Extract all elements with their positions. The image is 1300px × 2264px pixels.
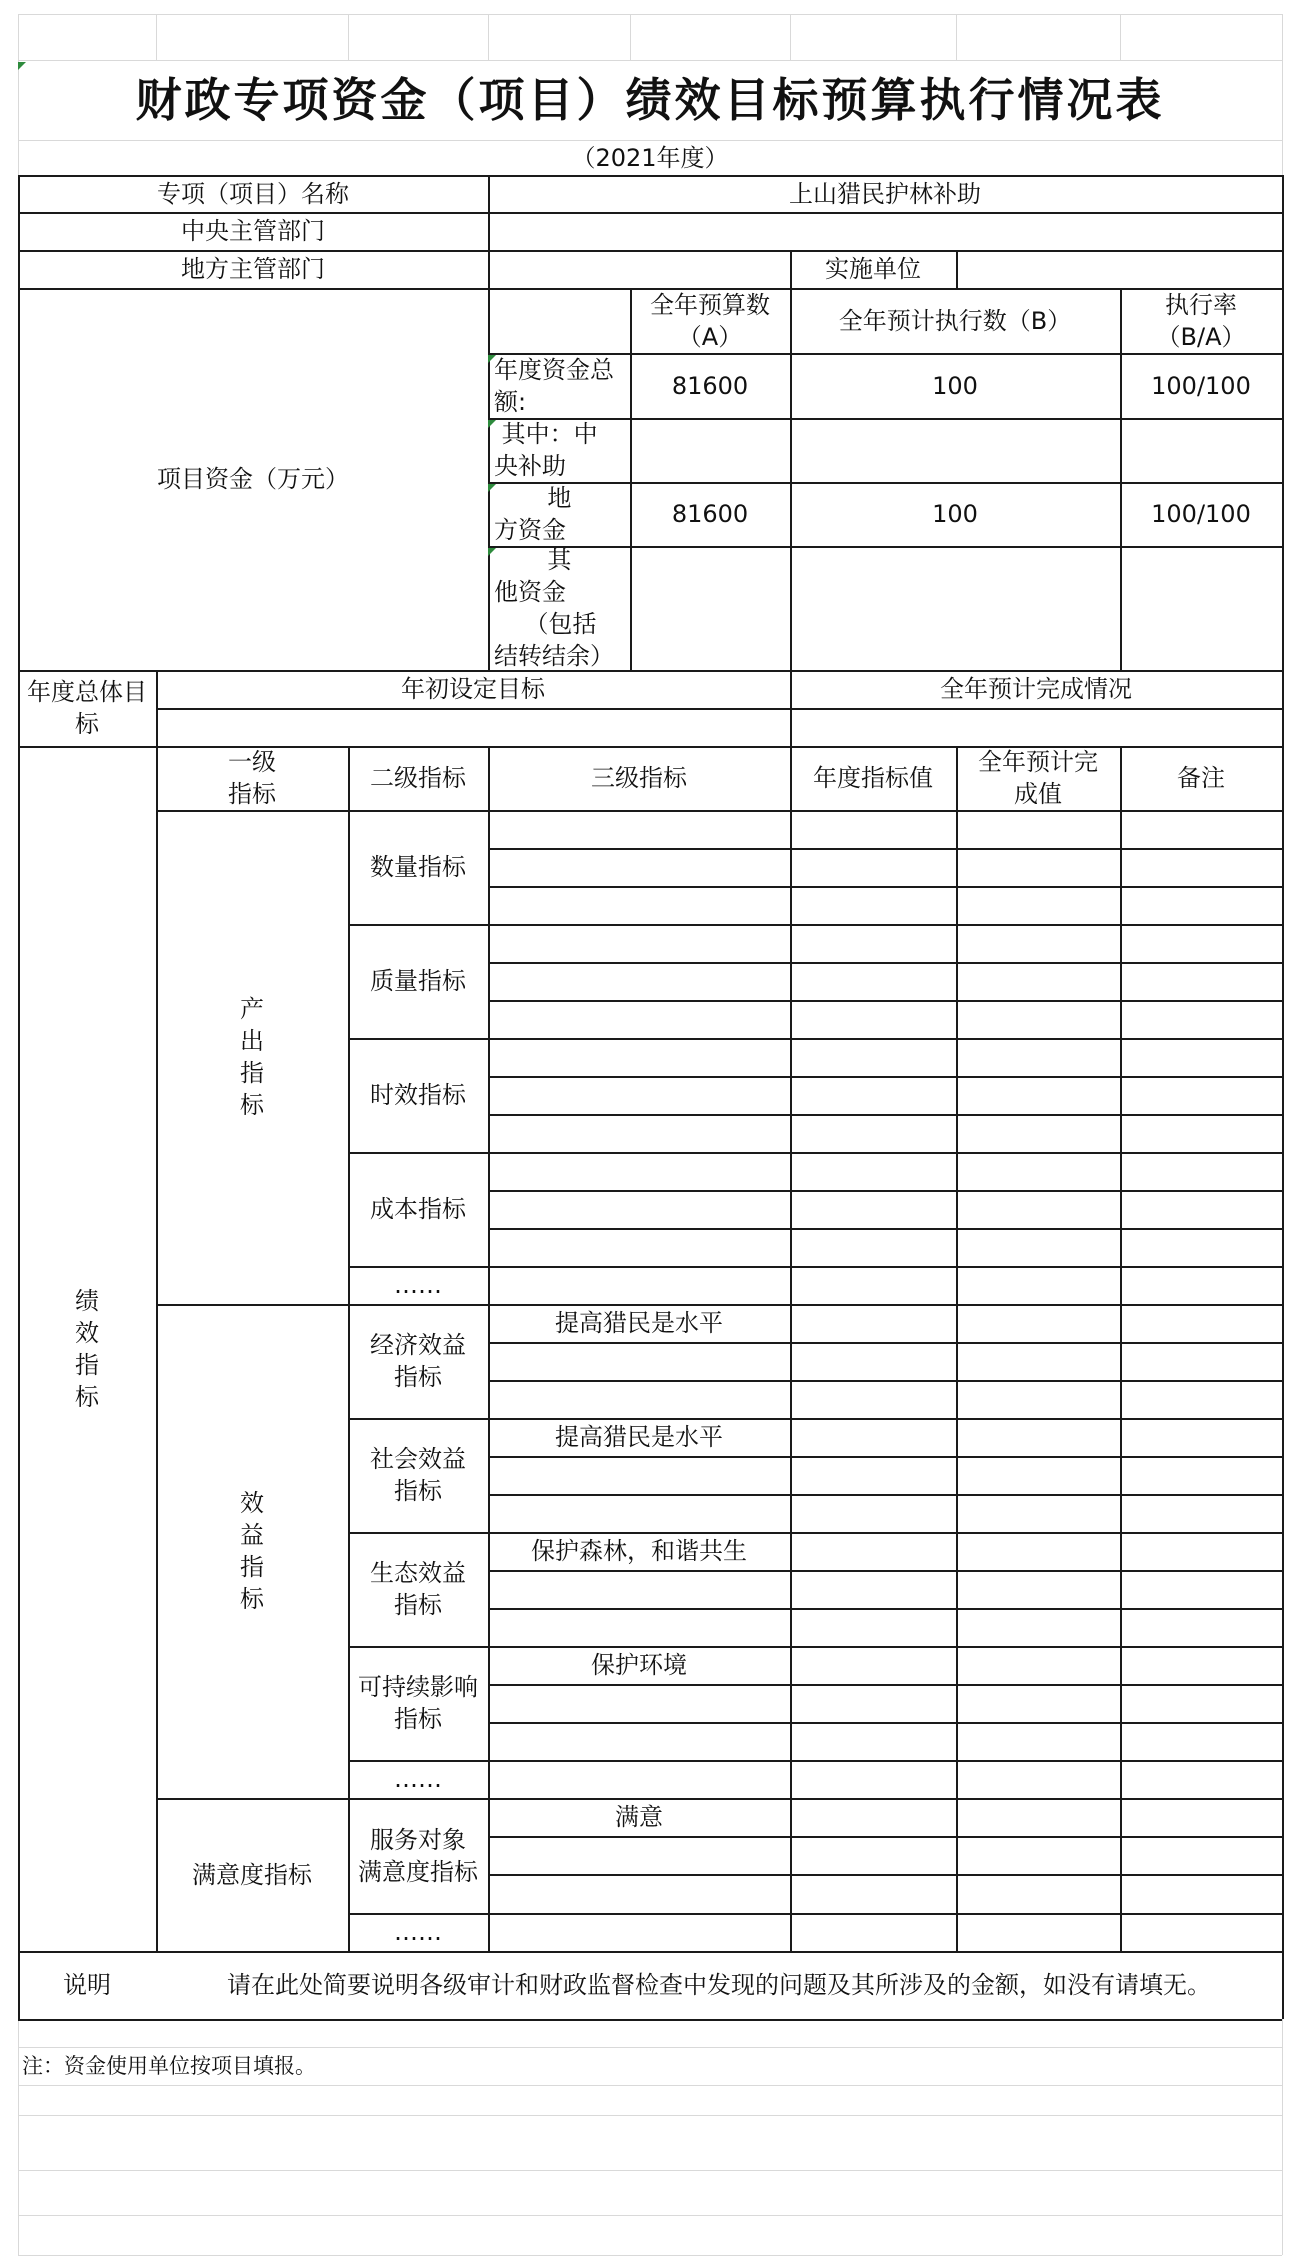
social-indicator: 社会效益 指标 (370, 1445, 466, 1505)
table-border (488, 886, 1282, 888)
sheet-gridline (630, 14, 631, 60)
table-border (488, 1380, 1282, 1382)
sheet-gridline (18, 2115, 1282, 2116)
funds-row-local-budget[interactable]: 81600 (671, 500, 749, 528)
table-border (488, 1456, 1282, 1458)
sheet-gridline (18, 2255, 1282, 2256)
sheet-gridline (156, 14, 157, 60)
quantity-indicator: 数量指标 (370, 853, 466, 881)
funds-row-central-budget[interactable] (630, 418, 790, 482)
sheet-gridline (1282, 14, 1283, 60)
funds-row-total-exec[interactable]: 100 (932, 371, 978, 400)
ecological-indicator: 生态效益 指标 (370, 1559, 466, 1619)
sheet-gridline (1282, 60, 1283, 175)
funds-row-local-rate[interactable]: 100/100 (1151, 500, 1251, 528)
funds-row-central-exec[interactable] (790, 418, 1120, 482)
table-border (488, 1000, 1282, 1002)
sheet-gridline (790, 14, 791, 60)
table-border (348, 1266, 1282, 1268)
table-border (488, 1190, 1282, 1192)
local-dept-value[interactable] (488, 250, 790, 288)
impl-unit-label: 实施单位 (825, 255, 921, 283)
satisfaction-indicators-label: 满意度指标 (192, 1860, 312, 1889)
table-border (348, 1038, 1282, 1040)
sustainable-l3[interactable]: 保护环境 (591, 1651, 687, 1679)
completion-value[interactable] (790, 708, 1282, 746)
sheet-gridline (348, 14, 349, 60)
comment-marker (488, 484, 496, 492)
funds-row-central-rate[interactable] (1120, 418, 1282, 482)
annual-goal-label: 年度总体目 标 (27, 678, 147, 738)
table-border (488, 746, 490, 1951)
economic-indicator: 经济效益 指标 (370, 1331, 466, 1391)
footnote: 注：资金使用单位按项目填报。 (22, 2054, 316, 2078)
funds-row-other-exec[interactable] (790, 546, 1120, 670)
funds-row-local-label: 地 方资金 (494, 484, 572, 544)
service-l3[interactable]: 满意 (615, 1803, 663, 1831)
col-level3: 三级指标 (591, 764, 687, 792)
table-border (488, 1684, 1282, 1686)
comment-marker (488, 420, 496, 428)
table-border (348, 1152, 1282, 1154)
table-border (488, 1874, 1282, 1876)
col-level2: 二级指标 (370, 764, 466, 792)
central-dept-label: 中央主管部门 (181, 217, 325, 245)
sheet-gridline (18, 2170, 1282, 2171)
col-level1: 一级 指标 (228, 748, 276, 808)
completion-header: 全年预计完成情况 (940, 675, 1132, 703)
col-note: 备注 (1177, 764, 1225, 792)
funds-row-total-budget[interactable]: 81600 (671, 371, 749, 400)
sustainable-indicator: 可持续影响 指标 (358, 1673, 478, 1733)
central-dept-value[interactable] (488, 212, 1282, 250)
table-border (488, 1722, 1282, 1724)
social-l3[interactable]: 提高猎民是水平 (555, 1423, 723, 1451)
table-border (488, 1228, 1282, 1230)
col-rate: 执行率 （B/A） (1156, 290, 1246, 351)
ecological-l3[interactable]: 保护森林，和谐共生 (531, 1537, 747, 1565)
col-completion: 全年预计完 成值 (978, 748, 1098, 808)
initial-goal-header: 年初设定目标 (401, 675, 545, 703)
table-border (488, 1570, 1282, 1572)
table-border (1282, 175, 1284, 2019)
project-name-label: 专项（项目）名称 (157, 179, 349, 208)
local-dept-label: 地方主管部门 (181, 255, 325, 283)
table-border (488, 1494, 1282, 1496)
table-border (348, 1913, 1282, 1915)
project-name-value[interactable]: 上山猎民护林补助 (789, 179, 981, 208)
sheet-gridline (956, 14, 957, 60)
table-border (488, 1114, 1282, 1116)
service-satisfaction-indicator: 服务对象 满意度指标 (358, 1825, 478, 1886)
table-border (790, 746, 792, 1951)
quality-indicator: 质量指标 (370, 967, 466, 995)
benefit-indicators-label: 效 益 指 标 (240, 1489, 264, 1613)
timeliness-indicator: 时效指标 (370, 1081, 466, 1109)
sheet-gridline (18, 2085, 1282, 2086)
table-border (18, 2019, 1282, 2021)
economic-l3[interactable]: 提高猎民是水平 (555, 1309, 723, 1337)
sheet-gridline (18, 14, 19, 60)
indicators-section-label: 绩 效 指 标 (75, 1286, 99, 1411)
funds-row-other-budget[interactable] (630, 546, 790, 670)
output-indicators-label: 产 出 指 标 (240, 995, 264, 1119)
table-border (348, 1760, 1282, 1762)
comment-marker (488, 548, 496, 556)
sheet-gridline (1120, 14, 1121, 60)
cost-indicator: 成本指标 (370, 1195, 466, 1223)
funds-row-total-label: 年度资金总 额: (494, 355, 614, 416)
funds-row-other-rate[interactable] (1120, 546, 1282, 670)
col-budget: 全年预算数 （A） (650, 290, 770, 351)
year-label: （2021年度） (571, 143, 729, 172)
explanation-label: 说明 (63, 1971, 111, 1999)
col-annual-value: 年度指标值 (813, 764, 933, 792)
sheet-gridline (18, 14, 1282, 15)
initial-goal-value[interactable] (156, 708, 790, 746)
explanation-text[interactable]: 请在此处简要说明各级审计和财政监督检查中发现的问题及其所涉及的金额，如没有请填无。 (227, 1971, 1211, 1999)
table-border (488, 962, 1282, 964)
table-border (488, 1608, 1282, 1610)
satisfaction-ellipsis: …… (394, 1918, 442, 1946)
funds-row-local-exec[interactable]: 100 (932, 500, 978, 528)
sheet-gridline (1282, 2019, 1283, 2255)
benefit-ellipsis: …… (394, 1765, 442, 1793)
table-border (488, 848, 1282, 850)
sheet-gridline (488, 14, 489, 60)
page-title: 财政专项资金（项目）绩效目标预算执行情况表 (135, 73, 1165, 127)
impl-unit-value[interactable] (956, 250, 1282, 288)
col-exec: 全年预计执行数（B） (838, 306, 1072, 335)
table-border (488, 1342, 1282, 1344)
funds-label: 项目资金（万元） (157, 465, 349, 493)
table-border (956, 746, 958, 1951)
funds-row-other-label: 其 他资金 （包括 结转结余） (494, 546, 614, 670)
comment-marker (488, 355, 496, 363)
funds-row-central-label: 其中：中 央补助 (494, 420, 598, 480)
comment-marker (18, 62, 26, 70)
sheet-gridline (18, 2215, 1282, 2216)
table-border (348, 924, 1282, 926)
output-ellipsis: …… (394, 1271, 442, 1299)
table-border (488, 1076, 1282, 1078)
table-border (488, 1836, 1282, 1838)
funds-row-total-rate[interactable]: 100/100 (1151, 371, 1251, 400)
table-border (1120, 746, 1122, 1951)
